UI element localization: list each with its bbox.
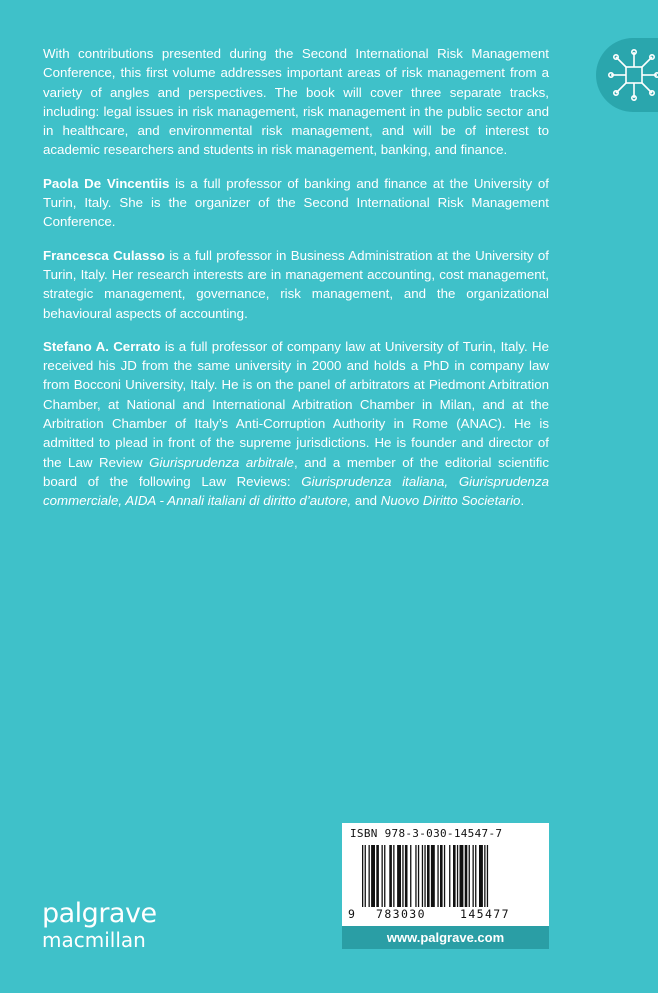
author-bio-text-1: is a full professor of banking and finance at the University of Turin, Italy. She is the organizer of the Second International Risk Management Conference. [43,175,549,230]
network-nodes-icon [606,47,658,103]
author-bio-text-3d: . [520,493,525,509]
author-bio-2 [43,246,549,323]
author-bio-text-3c: and [351,493,381,509]
author-bio-1 [43,174,549,232]
author-bio-text-3a: is a full professor of company law at University of Turin, Italy. He received his JD from the same university in 2000 and holds a PhD in company law from Bocconi University, Italy. He is on the panel of arbitrators at Piedmont Arbitration Chamber, at National and International Arbitration Chamber in Milan, and at the Arbitration Chamber of Italy’s Anti-Corruption Authority in Rome (ANAC). He is admitted to plead in front of the supreme jurisdictions. He is founder and director of the Law Review [43,338,549,470]
corner-badge [596,38,658,112]
barcode-digit-first: 9 [348,907,356,921]
back-cover-text [43,44,549,525]
author-bio-text-2: is a full professor in Business Administration at the University of Turin, Italy. Her research interests are in management accounting, cost management, strategic management, governance, risk management, and the organizational behavioural aspects of accounting. [43,247,549,321]
book-description: With contributions presented during the Second International Risk Management Conference, this first volume addresses important areas of risk management from a variety of angles and perspectives. The book will cover three separate tracks, including: legal issues in risk management, risk management in the public sector and in healthcare, and environmental risk management, and will be of interest to academic researchers and students in risk management, banking, and finance. [43,46,549,158]
publisher-url: www.palgrave.com [342,926,549,949]
publisher-logo [42,900,157,950]
author-name-2: Francesca Culasso [43,247,165,263]
author-bio-text-3b: , and a member of the editorial scientific board of the following Law Reviews: [43,454,550,489]
journal-titles-2: Giurisprudenza italiana, Giurisprudenza commerciale, AIDA - Annali italiani di diritto d’autore, [43,473,549,509]
journal-title-1: Giurisprudenza arbitrale [149,454,294,470]
author-bio-3 [43,337,549,511]
publisher-logo-line1: palgrave [42,898,157,929]
barcode-box [342,823,549,926]
barcode-digits-left: 783030 [376,907,426,921]
author-name-1: Paola De Vincentiis [43,175,170,191]
publisher-logo-line2: macmillan [42,928,146,952]
barcode-digits-right: 145477 [460,907,510,921]
journal-title-3: Nuovo Diritto Societario [380,493,521,509]
author-name-3: Stefano A. Cerrato [43,338,161,354]
isbn-label: ISBN 978-3-030-14547-7 [350,827,503,840]
barcode-icon [362,845,534,907]
